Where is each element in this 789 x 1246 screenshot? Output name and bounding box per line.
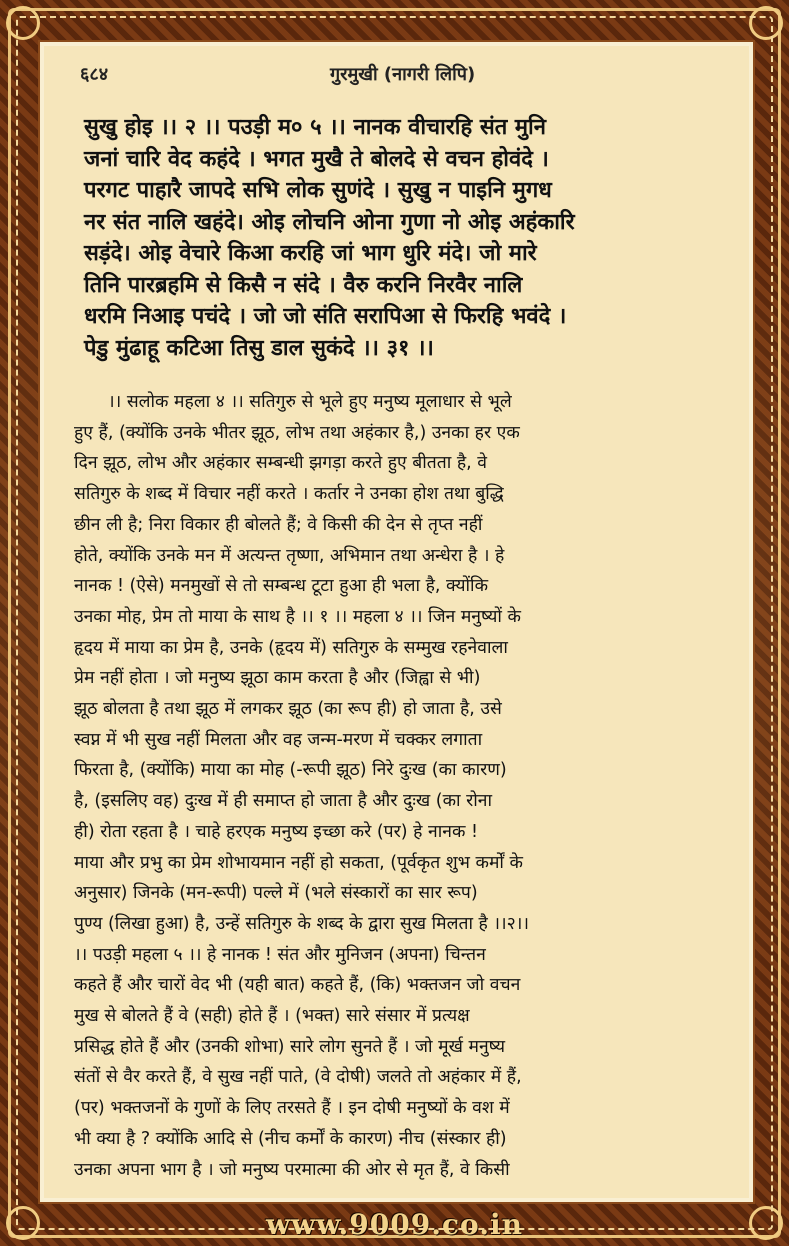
translation-line: अनुसार) जिनके (मन-रूपी) पल्ले में (भले संस्कारों का सार रूप): [74, 883, 478, 904]
gurbani-line: तिनि पारब्रहमि से किसै न संदे । वैरु करनि निरवैर नालि: [84, 272, 523, 298]
translation-line: ही) रोता रहता है । चाहे हरएक मनुष्य इच्छा करे (पर) हे नानक !: [74, 821, 478, 842]
translation-line: छीन ली है; निरा विकार ही बोलते हैं; वे किसी की देन से तृप्त नहीं: [74, 514, 483, 535]
gurbani-line: धरमि निआइ पचंदे । जो जो संति सरापिआ से फिरहि भवंदे ।: [84, 304, 567, 329]
translation-line: नानक ! (ऐसे) मनमुखों से तो सम्बन्ध टूटा हुआ ही भला है, क्योंकि: [74, 576, 489, 597]
translation-line: उनका मोह, प्रेम तो माया के साथ है ।। १ ।। महला ४ ।। जिन मनुष्यों के: [74, 606, 521, 627]
gurbani-line: सुखु होइ ।। २ ।। पउड़ी म० ५ ।। नानक वीचारहि संत मुनि: [84, 115, 546, 140]
translation-line: पुण्य (लिखा हुआ) है, उन्हें सतिगुरु के शब्द के द्वारा सुख मिलता है ।।२।।: [74, 913, 530, 934]
translation-line: प्रसिद्ध होते हैं और (उनकी शोभा) सारे लोग सुनते हैं । जो मूर्ख मनुष्य: [74, 1036, 506, 1057]
gurbani-line: पेडु मुंढाहू कटिआ तिसु डाल सुकंदे ।। ३१ ।।: [84, 335, 434, 361]
corner-ornament: [6, 6, 40, 40]
translation-line: झूठ बोलता है तथा झूठ में लगकर झूठ (का रूप ही) हो जाता है, उसे: [74, 699, 502, 720]
translation-line: कहते हैं और चारों वेद भी (यही बात) कहते हैं, (कि) भक्तजन जो वचन: [74, 975, 521, 996]
translation-line: माया और प्रभु का प्रेम शोभायमान नहीं हो सकता, (पूर्वकृत शुभ कर्मों के: [74, 852, 523, 873]
translation-line: ।। सलोक महला ४ ।। सतिगुरु से भूले हुए मनुष्य मूलाधार से भूले: [108, 392, 512, 412]
translation-line: प्रेम नहीं होता । जो मनुष्य झूठा काम करता है और (जिह्वा से भी): [74, 668, 481, 689]
translation-line: भी क्या है ? क्योंकि आदि से (नीच कर्मों के कारण) नीच (संस्कार ही): [74, 1128, 507, 1149]
gurbani-line: नर संत नालि खहंदे। ओइ लोचनि ओना गुणा नो ओइ अहंकारि: [84, 209, 575, 235]
page-panel: [38, 40, 755, 1204]
page-header: [80, 62, 720, 92]
page-title: गुरमुखी (नागरी लिपि): [330, 64, 476, 85]
corner-ornament: [749, 6, 783, 40]
translation-line: होते, क्योंकि उनके मन में अत्यन्त तृष्णा, अभिमान तथा अन्धेरा है । हे: [74, 545, 505, 566]
translation-line: है, (इसलिए वह) दुःख में ही समाप्त हो जाता है और दुःख (का रोना: [74, 791, 493, 812]
translation-text: [74, 387, 720, 1185]
gurbani-text: [84, 112, 712, 364]
page-number: ६८४: [80, 64, 109, 85]
gurbani-line: परगट पाहारै जापदे सभि लोक सुणंदे । सुखु न पाइनि मुगध: [84, 178, 552, 203]
translation-line: संतों से वैर करते हैं, वे सुख नहीं पाते, (वे दोषी) जलते तो अहंकार में हैं,: [74, 1067, 522, 1088]
translation-line: दिन झूठ, लोभ और अहंकार सम्बन्धी झगड़ा करते हुए बीतता है, वे: [74, 453, 488, 474]
gurbani-line: जनां चारि वेद कहंदे । भगत मुखै ते बोलदे से वचन होवंदे ।: [84, 146, 549, 172]
translation-line: सतिगुरु के शब्द में विचार नहीं करते । कर्तार ने उनका होश तथा बुद्धि: [74, 484, 504, 505]
translation-line: फिरता है, (क्योंकि) माया का मोह (-रूपी झूठ) निरे दुःख (का कारण): [74, 760, 507, 781]
website-url[interactable]: www.9009.co.in: [266, 1208, 523, 1241]
translation-line: उनका अपना भाग है । जो मनुष्य परमात्मा की ओर से मृत हैं, वे किसी: [74, 1159, 510, 1180]
translation-line: हृदय में माया का प्रेम है, उनके (हृदय में) सतिगुरु के सम्मुख रहनेवाला: [74, 637, 508, 658]
translation-line: हुए हैं, (क्योंकि उनके भीतर झूठ, लोभ तथा अहंकार है,) उनका हर एक: [74, 422, 520, 443]
footer: [0, 1208, 789, 1242]
gurbani-line: सड़ंदे। ओइ वेचारे किआ करहि जां भाग धुरि मंदे। जो मारे: [84, 241, 537, 266]
translation-line: मुख से बोलते हैं वे (सही) होते हैं । (भक्त) सारे संसार में प्रत्यक्ष: [74, 1006, 470, 1027]
translation-line: स्वप्न में भी सुख नहीं मिलता और वह जन्म-मरण में चक्कर लगाता: [74, 729, 483, 750]
translation-line: ।। पउड़ी महला ५ ।। हे नानक ! संत और मुनिजन (अपना) चिन्तन: [74, 944, 486, 965]
translation-line: (पर) भक्तजनों के गुणों के लिए तरसते हैं । इन दोषी मनुष्यों के वश में: [74, 1098, 510, 1119]
